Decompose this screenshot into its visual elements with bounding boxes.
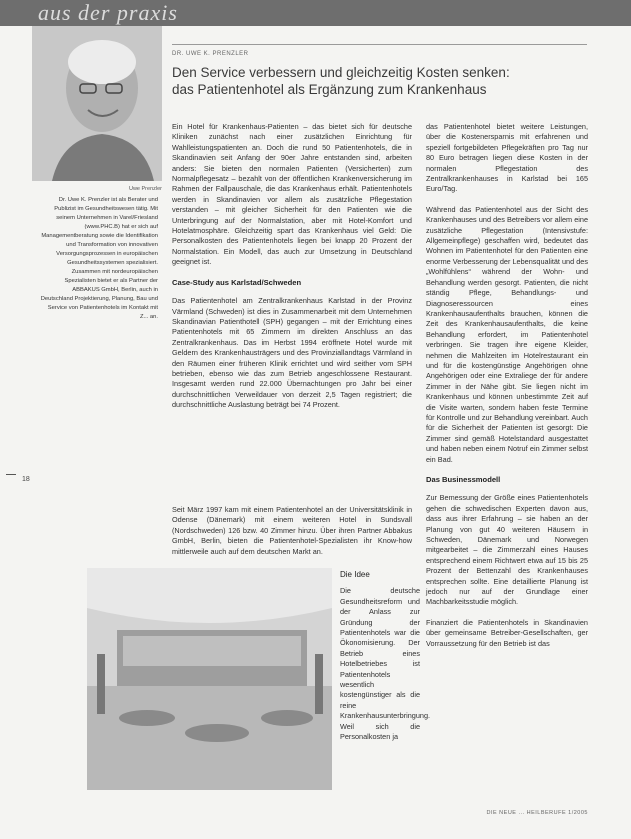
article-column-1 <box>172 122 412 421</box>
article-column-2 <box>426 122 588 659</box>
article-title-line-1: Den Service verbessern und gleichzeitig Kosten senken: <box>172 65 510 80</box>
page-number-rule <box>6 474 16 475</box>
business-model-heading: Das Businessmodell <box>426 475 501 484</box>
article-top-rule <box>172 44 587 45</box>
author-photo-caption: Uwe Prenzler <box>128 186 162 192</box>
article-title <box>172 64 602 98</box>
expansion-paragraph-block <box>172 505 412 567</box>
author-portrait <box>32 26 162 181</box>
hotel-lobby-photo <box>87 568 332 790</box>
cost-paragraph: das Patientenhotel bietet weitere Leistungen, über die Kostenersparnis mit erfahrenen und speziell fortgebildeten Pflegekräften pro Tag nur 80 Euro betragen liegen diese Kosten in der normalen Pflegestation des Zentralkrankenhauses in Karlstad bei 165 Euro/Tag. <box>426 122 588 194</box>
article-column-3 <box>340 570 431 753</box>
idea-paragraph: Die deutsche Gesundheitsreform und der Anlass zur Gründung der Patientenhotels war die Ökonomisierung. Der Betrieb eines Hotelbetriebes ist Patientenhotels wesentlich kostengünstiger als die reine Krankenhausunterbringung. Weil sich die Personalkosten ja <box>340 586 431 742</box>
author-bio: Dr. Uwe K. Prenzler ist als Berater und Publizist im Gesundheitswesen tätig. Mit seinem Unternehmen in Varel/Friesland (www.PHC.B) hat er sich auf Managementberatung sowie die Identifikation und Transformation von innovativen Versorgungsprozessen in europäischen Gesundheitssystemen spezialisiert. Zusammen mit nordeuropäischen Spezialisten bietet er als Partner der ABBAKUS GmbH, Berlin, auch in Deutschland Projektierung, Planung, Bau und Service von Patientenhotels im Kontakt mit Z... an. <box>40 197 158 320</box>
case-study-heading: Case-Study aus Karlstad/Schweden <box>172 277 302 287</box>
business-model-paragraph: Zur Bemessung der Größe eines Patientenhotels gehen die schwedischen Experten davon aus, dass aus ihrer Erfahrung – sie haben an der Planung von gut 40 weiteren Häusern in Schweden, Dänemark und Norwegen mitgearbeitet – die Zimmerzahl eines Hauses entsprechend einem Richtwert etwa auf 15 bis 25 Prozent der Bettenzahl des Krankenhauses entsprechen sollte. Eine detaillierte Planung ist jedoch nur auf der Grundlage einer Machbarkeitsstudie möglich. <box>426 493 588 607</box>
intro-paragraph: Ein Hotel für Krankenhaus-Patienten – das bietet sich für deutsche Kliniken zunächst nach einer zusätzlichen Einrichtung für Wahlleistungspatienten an. Doch die rund 50 Patientenhotels, die in Skandinavien seit Anfang der 90er Jahre entstanden sind, arbeiten anders: Sie bieten den normalen Patienten (Versicherten) zum Normalpflegesatz – bezahlt von der öffentlichen Krankenversicherung im Rahmen der Fallpauschale, die das Krankenhaus erhält. Patientenhotels werden in Skandinavien vor allem als zusätzliche Pflegestation verstanden – mit gleicher Sicherheit für den Patienten wie die Unterbringung auf der Normalstation, aber mit Hotel-Komfort und Hotelatmosphäre. Gleichzeitig spart das Krankenhaus viel Geld: Die Personalkosten des Patientenhotels liegen bei knapp 20 Prozent der Normalstation. Ein Modell, das auch zur Umsetzung in Deutschland geeignet ist. <box>172 122 412 267</box>
page-number: 18 <box>22 476 30 483</box>
article-kicker: DR. UWE K. PRENZLER <box>172 51 249 57</box>
idea-heading: Die Idee <box>340 570 370 579</box>
page-footer: DIE NEUE ... HEILBERUFE 1/2005 <box>486 810 588 816</box>
financing-paragraph: Finanziert die Patientenhotels in Skandinavien über gemeinsame Betreiber-Gesellschaften, ger Vorraussetzung für den Betrieb ist das <box>426 617 588 648</box>
expansion-paragraph: Seit März 1997 kam mit einem Patientenhotel an der Universitätsklinik in Odense (Dänemark) mit einem weiteren Hotel in Sundsvall (Nordschweden) 126 bzw. 40 Zimmer hinzu. Über ihren Partner Abbakus GmbH, Berlin, bieten die Patientenhotel-Spezialisten ihr Know-how mittlerweile auch auf dem deutschen Markt an. <box>172 505 412 556</box>
author-portrait-image <box>32 26 162 181</box>
case-study-paragraph: Das Patientenhotel am Zentralkrankenhaus Karlstad in der Provinz Värmland (Schweden) ist dies in Zusammenarbeit mit dem Unternehmen Skandinavian Patienthotell (SPH) gegangen – mit der Errichtung eines Patientenhotels mit 65 Zimmern im direkten Anschluss an das Zentralkrankenhaus. Das im Herbst 1994 eröffnete Hotel wurde mit Geldern des Krankenhausträgers und des Provinziallandtags Värmland in den Räumen einer früheren Klinik errichtet und wird seither vom SPH betrieben, ebenso wie das zum Betrieb angeschlossene Restaurant. Insgesamt werden rund 22.000 Übernachtungen pro Jahr bei einer durchschnittlichen Verweildauer von derzeit 2,5 Tagen registriert; die durchschnittliche Auslastung beträgt bei 74 Prozent. <box>172 296 412 410</box>
patient-benefit-paragraph: Während das Patientenhotel aus der Sicht des Krankenhauses und des Betreibers vor allem eine zusätzliche Pflegestation (Intensivstufe: Allgemeinpflege) geschaffen wird, bedeutet das Wohnen im Patientenhotel für den Patienten eine enorme Verbesserung der Lebensqualität und des „Wohlfühlens“ während der Wohn- und Behandlung werden gesorgt. Patienten, die nicht ständig Pflege, Behandlungs- und Diagnoseressourcen eines Krankenhausaufenthalts brauchen, können die Zeit des Krankenhausaufenthalts, die keine Behandlung erfordert, im Patientenhotel verbringen. Sie tragen ihre eigene Kleider, nehmen die Mahlzeiten im Hotelrestaurant ein und für die kostengünstige Angehörigen ohne Angehörigen oder eine Extraliege der für andere Zimmer in der Nähe gibt. Sie liegen nicht im Krankenhaus und können unbestimmte Zeit auf die Visite warten, sondern haben feste Termine für Kontrolle und zur Behandlung vereinbart. Auch für die Sicherheit der Patienten ist gesorgt: Die Zimmer sind gemäß Hotelstandard ausgestattet und haben neben einem Notruf ein Zimmer selbst ein Bad. <box>426 204 588 464</box>
hotel-lobby-image <box>87 568 332 790</box>
article-title-line-2: das Patientenhotel als Ergänzung zum Krankenhaus <box>172 82 487 97</box>
section-header-title: aus der praxis <box>38 0 178 25</box>
